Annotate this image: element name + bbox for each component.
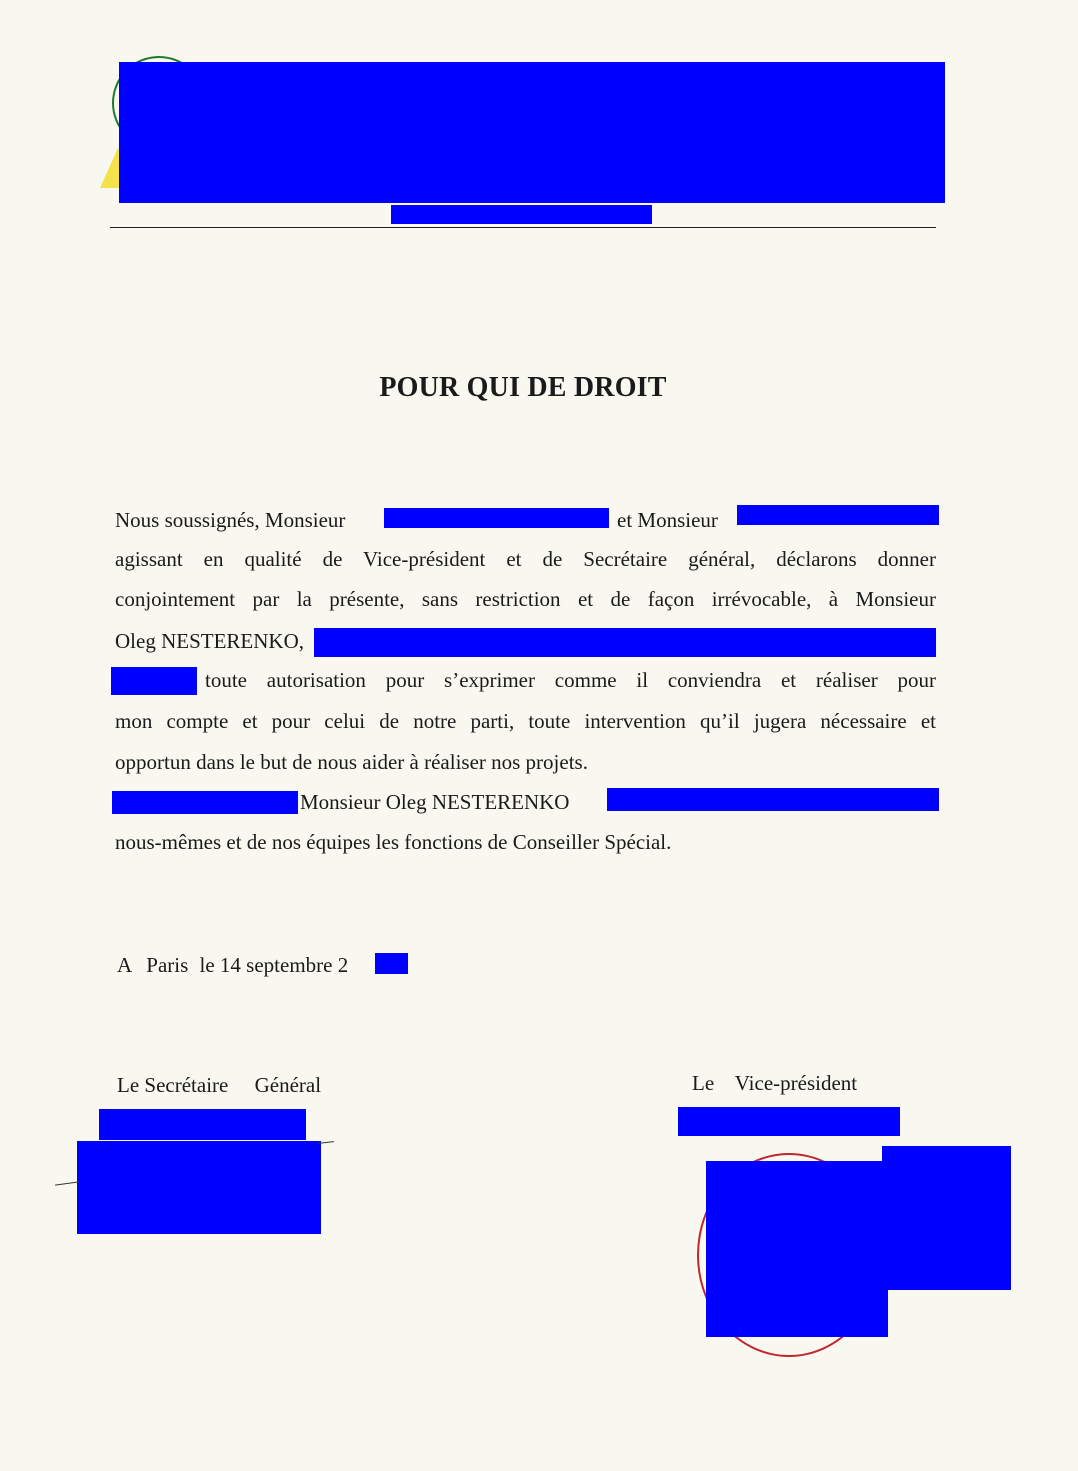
redacted-name-2 [737, 505, 939, 525]
body-line-1-continued: et Monsieur [617, 508, 718, 532]
redacted-details-2 [111, 667, 197, 695]
header-divider [110, 227, 936, 228]
page-title: POUR QUI DE DROIT [379, 372, 667, 403]
signature-stroke [318, 1141, 334, 1144]
redacted-vice-president-name [678, 1107, 900, 1136]
body-line-9: nous-mêmes et de nos équipes les fonctions de Conseiller Spécial. [115, 830, 672, 854]
redacted-details-4 [607, 788, 939, 811]
redacted-secretary-signature [77, 1141, 321, 1234]
signature-stroke [55, 1181, 79, 1185]
body-line-5: toute autorisation pour s’exprimer comme il conviendra et réaliser pour [205, 668, 936, 692]
vice-president-title: Le Vice-président [692, 1071, 858, 1095]
body-line-1 [115, 507, 345, 533]
redacted-vice-president-signature [706, 1161, 888, 1337]
redacted-details-3 [112, 791, 298, 814]
redacted-name-1 [384, 508, 609, 528]
body-line-6: mon compte et pour celui de notre parti, toute intervention qu’il jugera nécessaire et [115, 709, 936, 733]
redacted-header-block [119, 62, 945, 203]
body-line-8: Monsieur Oleg NESTERENKO [300, 790, 570, 814]
place-date [117, 952, 348, 978]
body-line-2: agissant en qualité de Vice-président et de Secrétaire général, déclarons donner [115, 547, 936, 571]
redacted-details-1 [314, 628, 936, 657]
place-prefix: A [117, 953, 132, 977]
body-line-1-part-1: Nous soussignés, Monsieur [115, 508, 346, 532]
date-text: le 14 septembre 2 [199, 953, 349, 977]
redacted-year [375, 953, 408, 974]
redacted-secretary-name [99, 1109, 306, 1140]
redacted-vice-president-signature-2 [882, 1146, 1011, 1290]
place-city: Paris [146, 953, 189, 977]
redacted-header-subtitle [391, 205, 652, 224]
body-line-3: conjointement par la présente, sans restriction et de façon irrévocable, à Monsieur [115, 587, 936, 611]
secretary-title: Le Secrétaire Général [117, 1073, 322, 1097]
body-line-4: Oleg NESTERENKO, [115, 629, 304, 653]
body-line-7: opportun dans le but de nous aider à réaliser nos projets. [115, 750, 588, 774]
